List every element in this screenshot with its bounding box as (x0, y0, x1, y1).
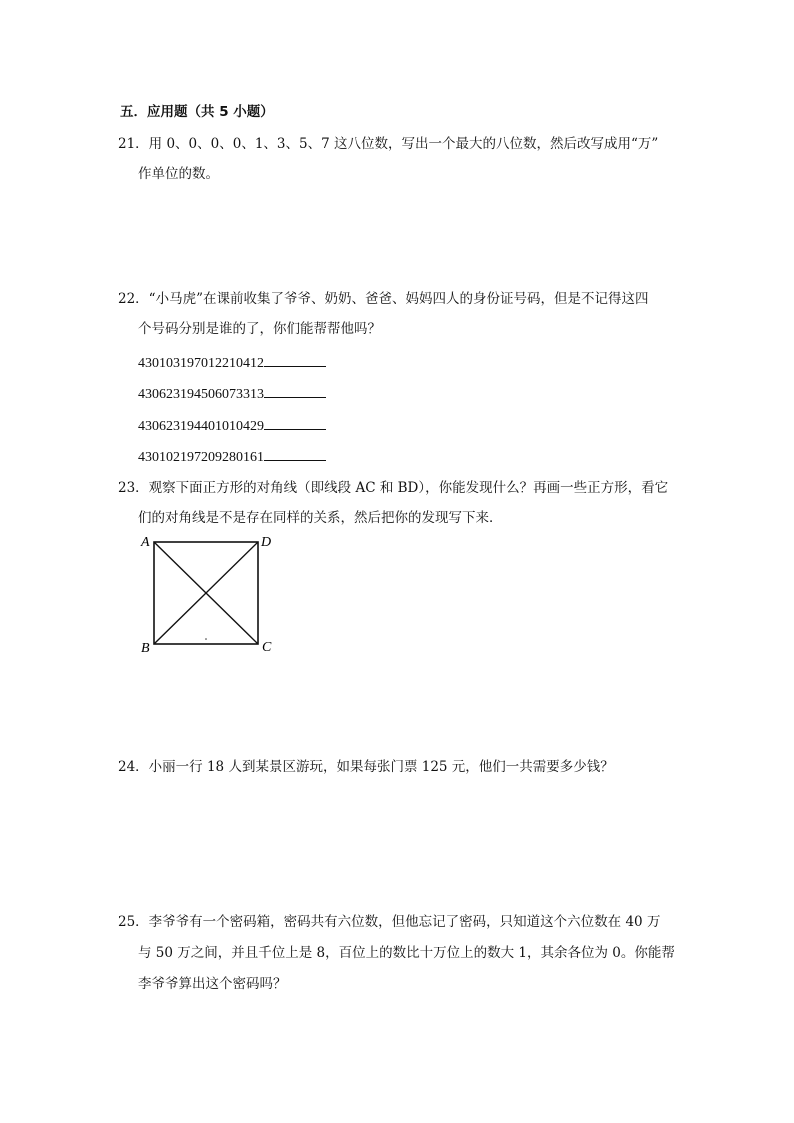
q25-text-line3: 李爷爷算出这个密码吗？ (138, 976, 287, 992)
answer-blank[interactable] (264, 383, 326, 398)
id-number: 430102197209280161 (138, 450, 264, 465)
q23-text-line2: 们的对角线是不是存在同样的关系，然后把你的发现写下来． (138, 510, 503, 526)
q25-text-line1: 25．李爷爷有一个密码箱，密码共有六位数，但他忘记了密码，只知道这个六位数在 40 万 (118, 914, 661, 930)
vertex-label-c: C (262, 640, 272, 655)
q22-id-row (138, 352, 326, 374)
id-number: 430103197012210412 (138, 356, 264, 371)
id-number: 430623194506073313 (138, 387, 264, 402)
q25-text-line2: 与 50 万之间，并且千位上是 8，百位上的数比十万位上的数大 1，其余各位为 0。你能帮 (138, 945, 675, 961)
vertex-label-a: A (141, 535, 150, 550)
square-diagonals-figure (140, 533, 280, 657)
answer-blank[interactable] (264, 446, 326, 461)
q22-id-row (138, 415, 326, 437)
q22-id-row (138, 446, 326, 468)
q22-text-line2: 个号码分别是谁的了，你们能帮帮他吗？ (138, 321, 381, 337)
vertex-label-b: B (141, 641, 150, 656)
q24-text-line1: 24．小丽一行 18 人到某景区游玩，如果每张门票 125 元，他们一共需要多少钱？ (118, 759, 614, 775)
q21-text-line1: 21．用 0、0、0、0、1、3、5、7 这八位数，写出一个最大的八位数，然后改写成用“万” (118, 136, 659, 152)
speck (205, 638, 207, 640)
vertex-label-d: D (261, 535, 272, 550)
q22-id-row (138, 383, 326, 405)
q21-text-line2: 作单位的数。 (138, 166, 219, 182)
answer-blank[interactable] (264, 415, 326, 430)
id-number: 430623194401010429 (138, 419, 264, 434)
q22-text-line1: 22．“小马虎”在课前收集了爷爷、奶奶、爸爸、妈妈四人的身份证号码，但是不记得这四 (118, 291, 649, 307)
section-title: 五．应用题（共 5 小题） (120, 104, 274, 120)
answer-blank[interactable] (264, 352, 326, 367)
q23-text-line1: 23．观察下面正方形的对角线（即线段 AC 和 BD），你能发现什么？再画一些正方形，看它 (118, 480, 669, 496)
